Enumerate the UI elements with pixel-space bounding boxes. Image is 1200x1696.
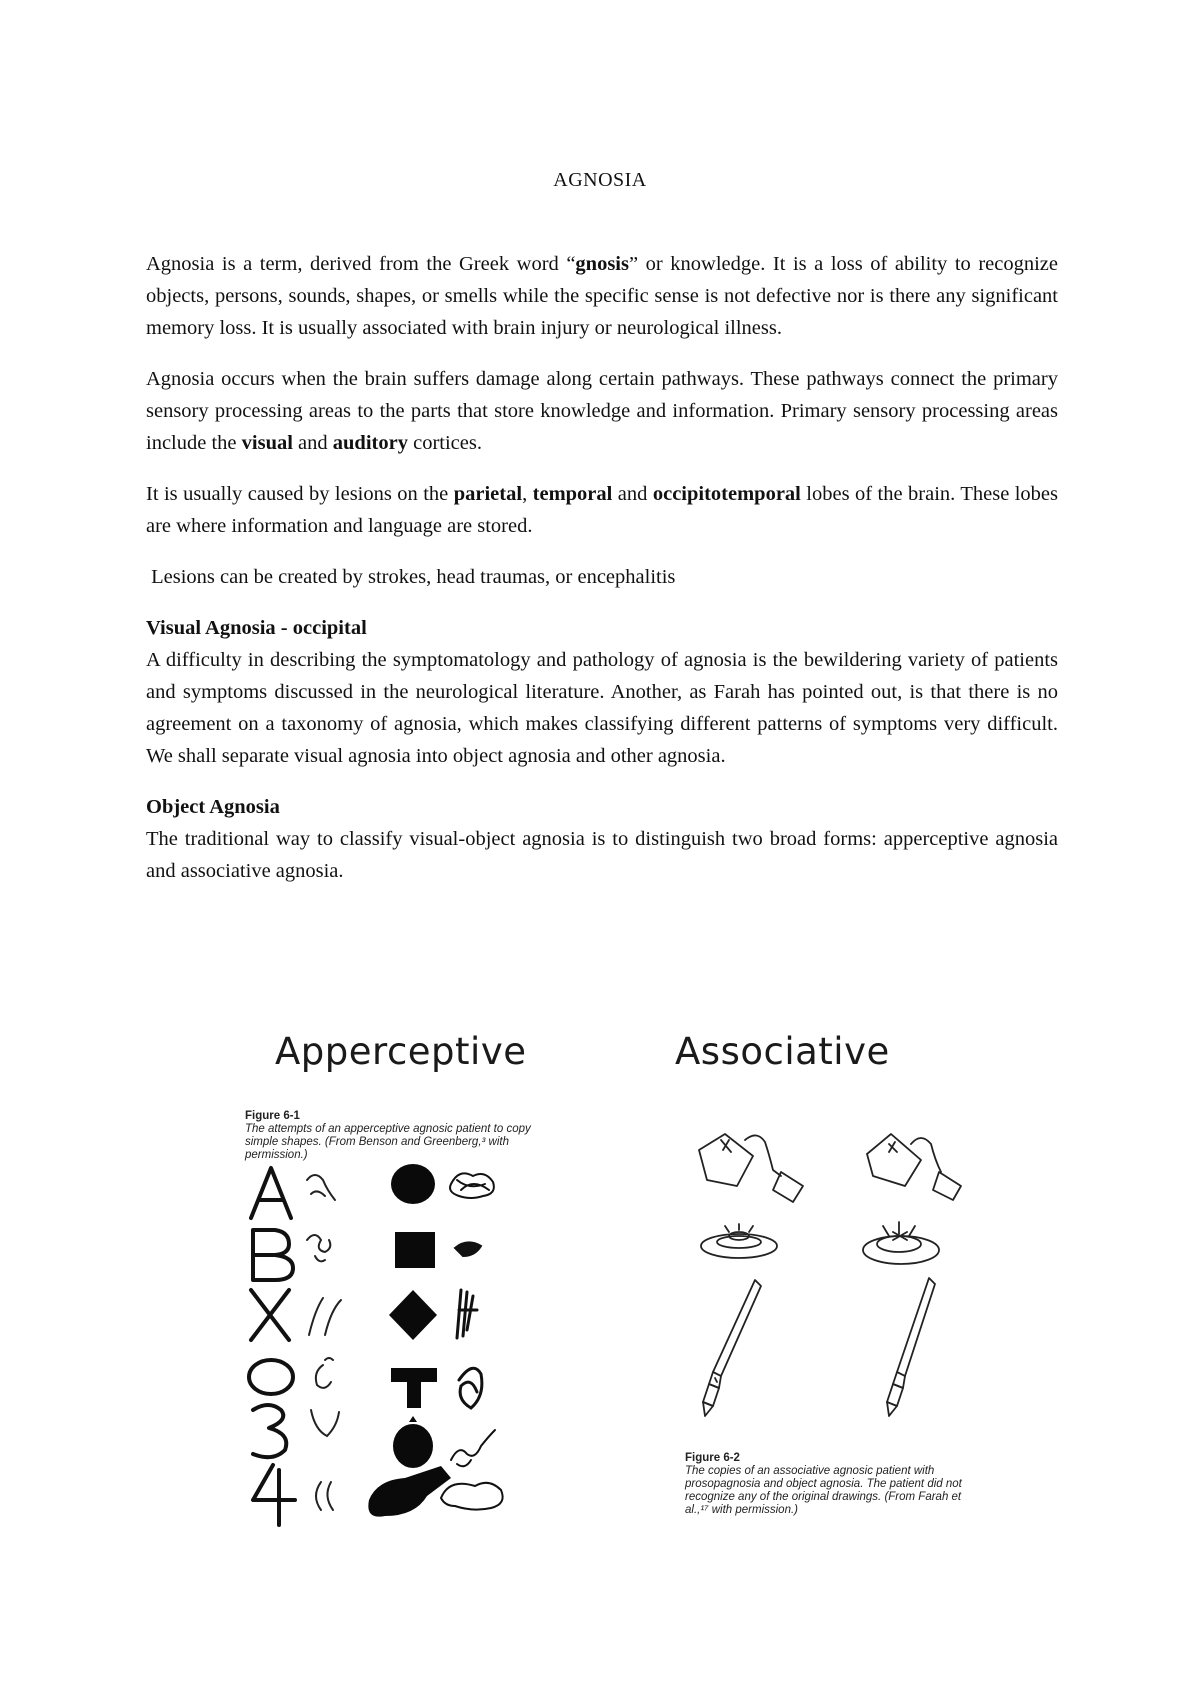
term-gnosis: gnosis: [575, 253, 629, 275]
paragraph-visual-agnosia: A difficulty in describing the symptomatology and pathology of agnosia is the bewildering variety of patients and symptoms discussed in the neurological literature. Another, as Farah has pointed out, is that there is no agreement on a taxonomy of agnosia, which makes classifying different patterns of symptoms very difficult. We shall separate visual agnosia into object agnosia and other agnosia.: [146, 649, 1058, 767]
text-run: It is usually caused by lesions on the: [146, 483, 454, 505]
teabag-original-drawing: [699, 1134, 803, 1202]
paragraph-pathways: [146, 363, 1058, 459]
shape-copies: [441, 1173, 503, 1509]
digit-3-shape: [253, 1405, 286, 1457]
text-run: cortices.: [407, 432, 482, 454]
text-run: ,: [522, 483, 533, 505]
disc-copy-drawing: [863, 1222, 939, 1264]
teabag-copy-drawing: [867, 1134, 961, 1200]
pen-original-drawing: [703, 1280, 761, 1416]
term-temporal: temporal: [532, 483, 613, 505]
paragraph-definition: [146, 248, 1058, 344]
pen-copy-drawing: [887, 1278, 935, 1416]
letter-x-shape: [251, 1290, 289, 1340]
heading-visual-agnosia: Visual Agnosia - occipital: [146, 617, 367, 639]
caption-label: Figure 6-1: [245, 1110, 300, 1122]
text-run: lobes of the brain. These lobes are where information and language are stored.: [146, 483, 1059, 537]
text-run: and: [612, 483, 653, 505]
paragraph-lesion-causes: Lesions can be created by strokes, head traumas, or encephalitis: [146, 566, 676, 588]
caption-label: Figure 6-2: [685, 1452, 740, 1464]
disc-original-drawing: [701, 1224, 777, 1258]
paragraph-object-agnosia: The traditional way to classify visual-object agnosia is to distinguish two broad forms: apperceptive agnosia and associative agnosia.: [146, 828, 1058, 882]
page-title: AGNOSIA: [553, 169, 647, 191]
term-parietal: parietal: [453, 483, 523, 505]
paragraph-lesions-lobes: [146, 478, 1058, 542]
heading-object-agnosia: Object Agnosia: [146, 796, 280, 818]
letter-a-shape: [251, 1168, 291, 1218]
associative-drawings: [685, 1120, 1005, 1420]
apperceptive-drawings: [245, 1160, 575, 1490]
text-run: ” or knowledge. It is a loss of ability to recognize objects, persons, sounds, shapes, or smells while the specific sense is not defective nor is there any significant memory loss. It is usually associated with brain injury or neurological illness.: [146, 253, 1059, 339]
term-auditory: auditory: [332, 432, 408, 454]
figure-caption-6-1: [245, 1110, 545, 1162]
figure-title-apperceptive: Apperceptive: [275, 1030, 527, 1073]
caption-text: The copies of an associative agnosic patient with prosopagnosia and object agnosia. The patient did not recognize any of the original drawings. (From Farah et al.,¹⁷ with permission.): [685, 1465, 962, 1516]
document-body: [146, 248, 1058, 906]
caption-text: The attempts of an apperceptive agnosic patient to copy simple shapes. (From Benson and Greenberg,³ with permission.): [245, 1123, 531, 1161]
letter-o-shape: [249, 1360, 293, 1394]
digit-4-shape: [253, 1465, 295, 1525]
text-run: Agnosia occurs when the brain suffers damage along certain pathways. These pathways connect the primary sensory processing areas to the parts that store knowledge and information. Primary sensory processing areas include the: [146, 368, 1058, 454]
term-visual: visual: [241, 432, 293, 454]
figure-caption-6-2: [685, 1452, 985, 1517]
term-occipitotemporal: occipitotemporal: [652, 483, 801, 505]
text-run: and: [292, 432, 333, 454]
text-run: Agnosia is a term, derived from the Greek word “: [146, 253, 576, 275]
letter-copies: [307, 1175, 341, 1510]
solid-shapes: [368, 1164, 451, 1517]
figure-title-associative: Associative: [675, 1030, 890, 1073]
letter-b-shape: [253, 1230, 293, 1280]
